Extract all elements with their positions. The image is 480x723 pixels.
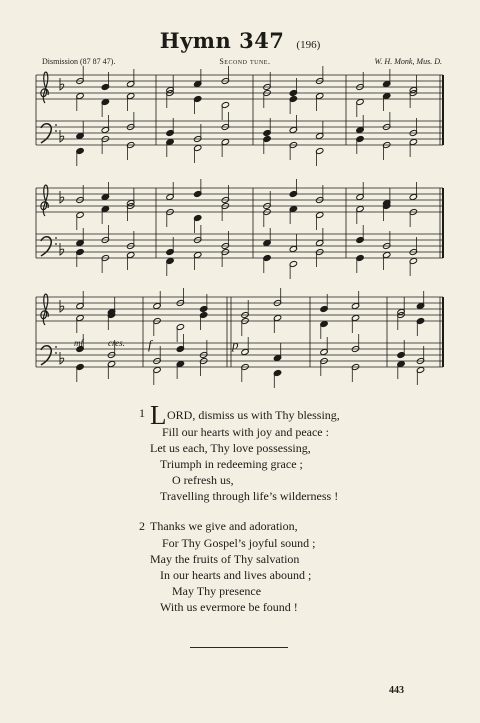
verse-1-line-1: ORD, dismiss us with Thy blessing, bbox=[167, 408, 340, 422]
verse-1-number: 1 bbox=[139, 406, 145, 420]
verse-1-drop-cap: L bbox=[150, 400, 167, 430]
bass-clef-dot bbox=[55, 346, 57, 348]
bass-clef-icon bbox=[41, 346, 51, 365]
verse-2-line-4: In our hearts and lives abound ; bbox=[160, 568, 312, 582]
treble-clef-icon bbox=[41, 72, 48, 103]
dynamic-mf: mf bbox=[74, 338, 83, 348]
bass-clef-icon bbox=[41, 237, 51, 256]
verse-1-line-6: Travelling through life’s wilderness ! bbox=[160, 489, 339, 503]
verse-2-line-1: Thanks we give and adoration, bbox=[150, 519, 298, 533]
dynamic-f: f bbox=[148, 337, 152, 352]
page-number-value: 443 bbox=[389, 685, 404, 696]
bass-clef-dot bbox=[55, 243, 57, 245]
verse-1-line-5: O refresh us, bbox=[172, 473, 234, 487]
verse-2-number: 2 bbox=[139, 519, 145, 533]
verse-1-line-3: Let us each, Thy love possessing, bbox=[150, 441, 311, 455]
verse-2-line-3: May the fruits of Thy salvation bbox=[150, 552, 300, 566]
verse-2-line-5: May Thy presence bbox=[172, 584, 262, 598]
bass-clef-icon bbox=[41, 124, 51, 143]
treble-clef-icon bbox=[41, 185, 48, 216]
bass-clef-dot bbox=[55, 130, 57, 132]
flat-sign-icon bbox=[60, 352, 64, 364]
flat-sign-icon bbox=[60, 300, 64, 312]
bass-clef-dot bbox=[55, 352, 57, 354]
hymn-alt-number: (196) bbox=[296, 39, 321, 51]
bass-clef-dot bbox=[55, 237, 57, 239]
hymn-title: Hymn 347 bbox=[159, 28, 285, 53]
treble-clef-icon bbox=[41, 294, 48, 325]
dynamic-p: p bbox=[232, 337, 239, 352]
tune-label: Second tune. bbox=[219, 57, 271, 66]
flat-sign-icon bbox=[60, 243, 64, 255]
composer: W. H. Monk, Mus. D. bbox=[374, 57, 442, 66]
verse-2-line-6: With us evermore be found ! bbox=[160, 600, 298, 614]
dynamic-cres: cres. bbox=[108, 338, 125, 348]
verse-1-line-2: Fill our hearts with joy and peace : bbox=[162, 425, 329, 439]
end-rule bbox=[190, 647, 288, 648]
bass-clef-dot bbox=[55, 124, 57, 126]
flat-sign-icon bbox=[60, 191, 64, 203]
flat-sign-icon bbox=[60, 78, 64, 90]
tune-name: Dismission (87 87 47). bbox=[42, 57, 116, 66]
verse-1-line-4: Triumph in redeeming grace ; bbox=[160, 457, 303, 471]
verse-2-line-2: For Thy Gospel’s joyful sound ; bbox=[162, 536, 316, 550]
flat-sign-icon bbox=[60, 130, 64, 142]
